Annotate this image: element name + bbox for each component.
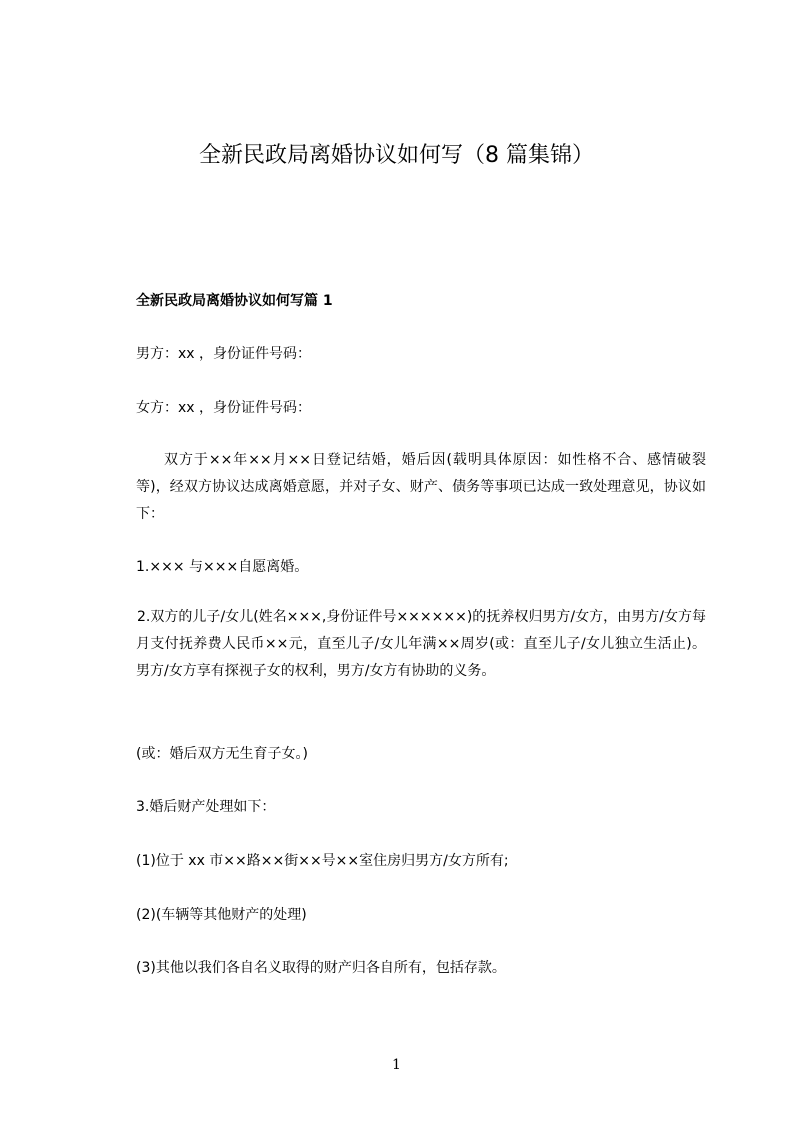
intro-paragraph: 双方于××年××月××日登记结婚，婚后因(载明具体原因：如性格不合、感情破裂等)，经双方协议达成离婚意愿，并对子女、财产、债务等事项已达成一致处理意见，协议如下： — [136, 452, 706, 522]
property-item-2: (2)(车辆等其他财产的处理) — [136, 907, 307, 923]
female-party-line: 女方：xx ，身份证件号码： — [136, 400, 312, 416]
property-item-3: (3)其他以我们各自名义取得的财产归各自所有，包括存款。 — [136, 960, 506, 976]
agreement-item-2: 2.双方的儿子/女儿(姓名×××,身份证件号××××××)的抚养权归男方/女方，由男方/女方每月支付抚养费人民币××元，直至儿子/女儿年满××周岁(或：直至儿子/女儿独立生活止)。男方/女方享有探视子女的权利，男方/女方有协助的义务。 — [136, 609, 706, 679]
agreement-item-3: 3.婚后财产处理如下： — [136, 799, 276, 815]
property-item-1: (1)位于 xx 市××路××街××号××室住房归男方/女方所有; — [136, 853, 509, 869]
male-party-line: 男方：xx ，身份证件号码： — [136, 346, 312, 362]
document-title: 全新民政局离婚协议如何写（8 篇集锦） — [199, 143, 594, 168]
section-heading: 全新民政局离婚协议如何写篇 1 — [136, 293, 333, 309]
page-number: 1 — [392, 1057, 401, 1073]
agreement-item-2-alternative: (或：婚后双方无生育子女。) — [136, 746, 308, 762]
agreement-item-1: 1.××× 与×××自愿离婚。 — [136, 559, 309, 575]
